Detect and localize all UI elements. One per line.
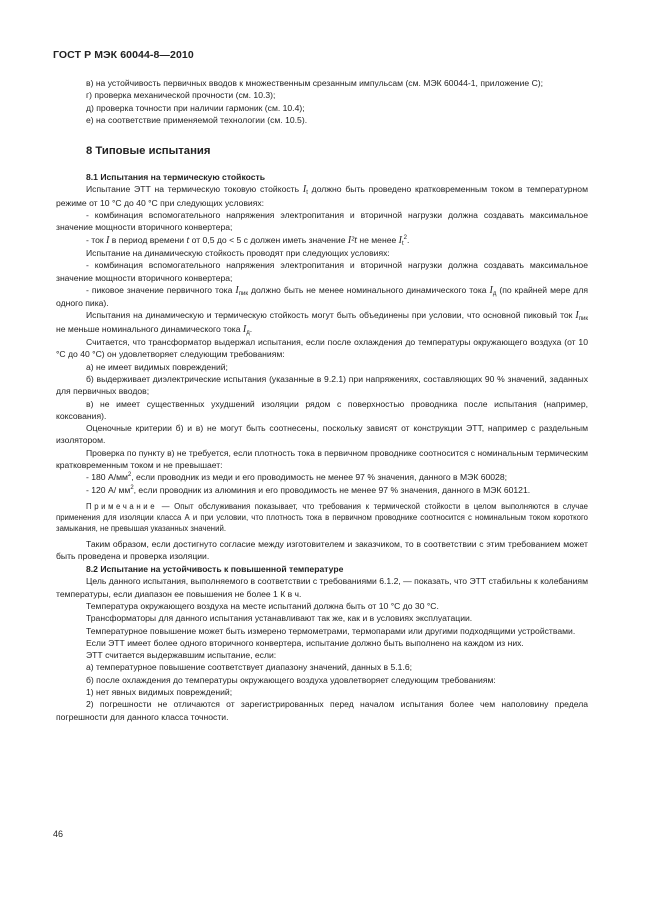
paragraph: Испытание на динамическую стойкость проводят при следующих условиях: xyxy=(86,247,390,258)
paragraph: Цель данного испытания, выполняемого в соответствии с требованиями 6.1.2, — показать, что ЭТТ стабильны к колебаниям температуры, если диапазон ее повышения не более 1 К в ч. xyxy=(56,576,588,599)
paragraph: - пиковое значение первичного тока $I_{пик}$ должно быть не менее номинального динамического тока $I_д$ (по крайней мере для одного пика). xyxy=(56,284,588,309)
subsection-title: 8.2 Испытание на устойчивость к повышенной температуре xyxy=(86,564,344,575)
list-item: в) на устойчивость первичных вводов к множественным срезанным импульсам (см. МЭК 60044-1, приложение С); xyxy=(86,78,544,88)
list-item: 1) нет явных видимых повреждений; xyxy=(86,687,233,698)
page-number: 46 xyxy=(53,829,64,839)
paragraph: Температурное повышение может быть измерено термометрами, термопарами или другими подходящими устройствами. xyxy=(86,625,576,636)
list-item: - 180 $А/мм^2$, если проводник из меди и его проводимость не менее 97 % значения, данного в МЭК 60028; xyxy=(86,472,508,483)
list-item: в) не имеет существенных ухудшений изоляции рядом с поверхностью проводника после испытания (например, коксования). xyxy=(56,398,588,421)
paragraph: Таким образом, если достигнуто согласие между изготовителем и заказчиком, то в соответствии с этим требованием может быть проведена и проверка изоляции. xyxy=(56,538,588,561)
section-title: 8 Типовые испытания xyxy=(86,145,211,158)
paragraph: Оценочные критерии б) и в) не могут быть соотнесены, поскольку зависят от конструкции ЭТТ, например с раздельным изолятором. xyxy=(56,423,588,446)
paragraph: Температура окружающего воздуха на месте испытаний должна быть от 10 °С до 30 °С. xyxy=(86,601,439,611)
subsection-title: 8.1 Испытания на термическую стойкость xyxy=(86,172,266,183)
paragraph: Проверка по пункту в) не требуется, если плотность тока в первичном проводнике соотносится с номинальным термическим кратковременным током и не превышает: xyxy=(56,447,588,471)
document-header: ГОСТ Р МЭК 60044-8—2010 xyxy=(53,49,194,61)
note: Примечание — Опыт обслуживания показывает, что требования к термической стойкости в целом выполняются в случае применения для изоляции класса А и при условии, что плотность тока в первичном проводнике соотносится с номинальным током короткого замыкания, не превышая указанных значений. xyxy=(56,501,588,534)
list-item: 2) погрешности не отличаются от зарегистрированных перед началом испытания более чем наполовину предела погрешности для данного класса точности. xyxy=(56,699,588,722)
paragraph: - комбинация вспомогательного напряжения электропитания и вторичной нагрузки должна создавать максимальное значение мощности вторичного конвертера; xyxy=(56,260,588,283)
list-item: б) после охлаждения до температуры окружающего воздуха удовлетворяет следующим требованиям: xyxy=(86,674,496,685)
list-item: г) проверка механической прочности (см. 10.3); xyxy=(86,90,276,101)
page-content xyxy=(56,77,588,723)
paragraph: Трансформаторы для данного испытания устанавливают так же, как и в условиях эксплуатации. xyxy=(86,613,473,624)
paragraph: - комбинация вспомогательного напряжения электропитания и вторичной нагрузки должна создавать максимальное значение мощности вторичного конвертера; xyxy=(56,210,588,233)
list-item: д) проверка точности при наличии гармоник (см. 10.4); xyxy=(86,102,305,113)
paragraph: Испытания на динамическую и термическую стойкость могут быть объединены при условии, что основной пиковый ток $I_{пик}$ не меньше номинального динамического тока $I_д$. xyxy=(56,310,588,336)
paragraph: Испытание ЭТТ на термическую токовую стойкость $I_t$ должно быть проведено кратковременным током в температурном режиме от 10 °С до 40 °С при следующих условиях: xyxy=(56,184,588,208)
paragraph: - ток I в период времени t от 0,5 до < 5 с должен иметь значение I²t не менее $I_t^2$. xyxy=(86,234,410,247)
list-item: е) на соответствие применяемой технологии (см. 10.5). xyxy=(86,114,308,125)
note-label: Примечание xyxy=(86,501,158,511)
paragraph: Если ЭТТ имеет более одного вторичного конвертера, испытание должно быть выполнено на каждом из них. xyxy=(86,637,524,648)
list-item: а) температурное повышение соответствует диапазону значений, данных в 5.1.6; xyxy=(86,662,412,673)
list-item: - 120 А/ $мм^2$, если проводник из алюминия и его проводимость не менее 97 % значения, данного в МЭК 60121. xyxy=(86,484,531,495)
list-item: а) не имеет видимых повреждений; xyxy=(86,361,228,372)
list-item: б) выдерживает диэлектрические испытания (указанные в 9.2.1) при напряжениях, составляющих 90 % значений, заданных для первичных вводов; xyxy=(56,373,588,397)
paragraph: ЭТТ считается выдержавшим испытание, если: xyxy=(86,650,277,661)
paragraph: Считается, что трансформатор выдержал испытания, если после охлаждения до температуры окружающего воздуха (от 10 °С до 40 °С) он удовлетворяет следующим требованиям: xyxy=(56,337,588,360)
